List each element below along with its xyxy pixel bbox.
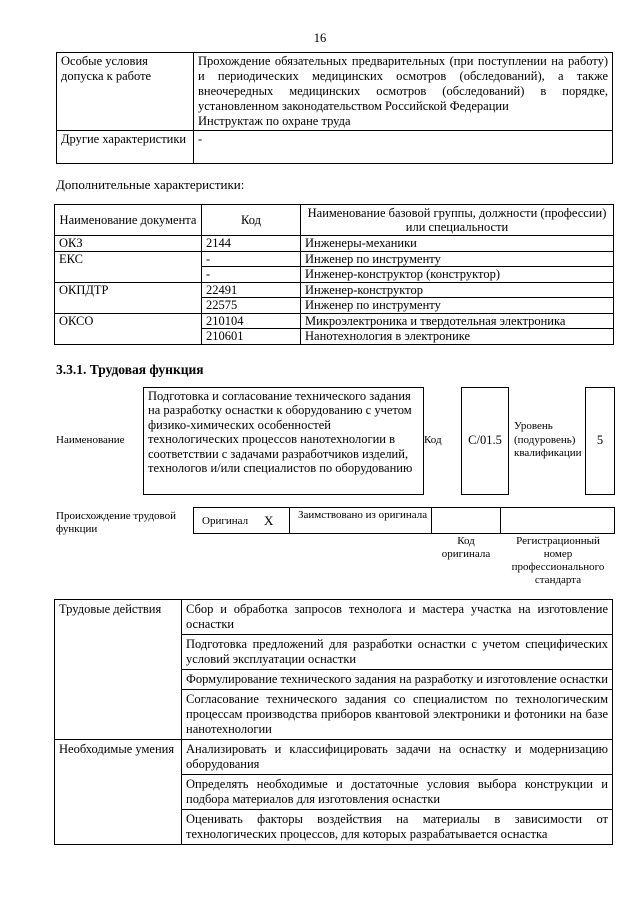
code-label: Код	[424, 434, 442, 446]
doc-cell: ОКСО	[55, 313, 202, 329]
name-cell: Нанотехнология в электронике	[301, 329, 614, 345]
function-code-box	[461, 387, 509, 495]
name-cell: Инженеры-механики	[301, 236, 614, 252]
function-code: C/01.5	[468, 433, 502, 447]
table-cell-label: Необходимые умения	[55, 740, 182, 845]
origin-box	[193, 507, 615, 534]
table-row	[55, 251, 614, 267]
doc-cell: ОКЗ	[55, 236, 202, 252]
action-item: Подготовка предложений для разработки оснастки с учетом специфических условий эксплуатации оснастки	[182, 635, 613, 670]
condition-line: Инструктаж по охране труда	[198, 114, 351, 128]
doc-cell	[55, 329, 202, 345]
classifier-table	[54, 204, 614, 345]
name-cell: Инженер-конструктор (конструктор)	[301, 267, 614, 283]
original-mark: X	[264, 513, 274, 528]
table-row	[55, 267, 614, 283]
conditions-table	[56, 52, 613, 164]
table-row	[57, 131, 613, 164]
doc-cell: ЕКС	[55, 251, 202, 267]
skill-item: Анализировать и классифицировать задачи на оснастку и модернизацию оборудования	[182, 740, 613, 775]
table-row	[55, 600, 613, 635]
table-cell-label: Особые условия допуска к работе	[57, 53, 194, 131]
column-header: Код	[202, 205, 301, 236]
level-label: Уровень (подуровень) квалификации	[514, 420, 582, 459]
code-cell: 210104	[202, 313, 301, 329]
divider	[289, 508, 290, 533]
level-value: 5	[596, 433, 604, 447]
action-item: Согласование технического задания со специалистом по технологическим процессам производства приборов квантовой электроники и фотоники на базе нанотехнологии	[182, 690, 613, 740]
additional-title: Дополнительные характеристики:	[56, 177, 245, 192]
table-header-row	[55, 205, 614, 236]
page-number: 16	[313, 31, 327, 45]
column-header: Наименование документа	[55, 205, 202, 236]
divider	[431, 508, 432, 533]
condition-line: -	[198, 132, 203, 146]
original-label: Оригинал	[202, 515, 249, 527]
table-cell-label: Другие характеристики	[57, 131, 194, 164]
doc-cell	[55, 298, 202, 314]
name-label: Наименование	[56, 434, 125, 446]
code-cell: 2144	[202, 236, 301, 252]
code-caption: Код оригинала	[441, 535, 491, 560]
action-item: Формулирование технического задания на разработку и изготовление оснастки	[182, 670, 613, 690]
section-title: 3.3.1. Трудовая функция	[56, 362, 204, 377]
doc-cell	[55, 267, 202, 283]
code-cell: 22575	[202, 298, 301, 314]
table-cell-value	[194, 131, 613, 164]
table-row	[57, 53, 613, 131]
action-item: Сбор и обработка запросов технолога и мастера участка на изготовление оснастки	[182, 600, 613, 635]
name-cell: Микроэлектроника и твердотельная электроника	[301, 313, 614, 329]
skill-item: Оценивать факторы воздействия на материалы в зависимости от технологических процессов, для которых разрабатывается оснастка	[182, 810, 613, 845]
name-cell: Инженер по инструменту	[301, 298, 614, 314]
code-cell: 22491	[202, 282, 301, 298]
column-header: Наименование базовой группы, должности (профессии) или специальности	[301, 205, 614, 236]
table-row	[55, 282, 614, 298]
table-row	[55, 329, 614, 345]
condition-line: Прохождение обязательных предварительных (при поступлении на работу) и периодических медицинских осмотров (обследований), а также внеочередных медицинских осмотров (обследований) в порядке, установленном законодательством Российской Федерации	[198, 54, 608, 113]
table-row	[55, 236, 614, 252]
table-row	[55, 740, 613, 775]
level-box	[585, 387, 615, 495]
borrowed-label: Заимствовано из оригинала	[298, 509, 428, 521]
function-name-box	[143, 387, 424, 495]
divider	[500, 508, 501, 533]
doc-cell: ОКПДТР	[55, 282, 202, 298]
table-row	[55, 298, 614, 314]
code-cell: 210601	[202, 329, 301, 345]
origin-label: Происхождение трудовой функции	[56, 510, 177, 535]
function-name: Подготовка и согласование технического задания на разработку оснастки к оборудованию с учетом физико-химических особенностей технологических процессов нанотехнологии в соответствии с задачами разработчиков изделий, технологов и/или специалистов по оборудованию	[148, 389, 413, 476]
reg-caption: Регистрационный номер профессионального стандарта	[511, 535, 605, 586]
actions-table	[54, 599, 613, 845]
code-cell: -	[202, 267, 301, 283]
table-cell-value	[194, 53, 613, 131]
table-row	[55, 313, 614, 329]
skill-item: Определять необходимые и достаточные условия выбора конструкции и подбора материалов для изготовления оснастки	[182, 775, 613, 810]
table-cell-label: Трудовые действия	[55, 600, 182, 740]
name-cell: Инженер-конструктор	[301, 282, 614, 298]
code-cell: -	[202, 251, 301, 267]
name-cell: Инженер по инструменту	[301, 251, 614, 267]
